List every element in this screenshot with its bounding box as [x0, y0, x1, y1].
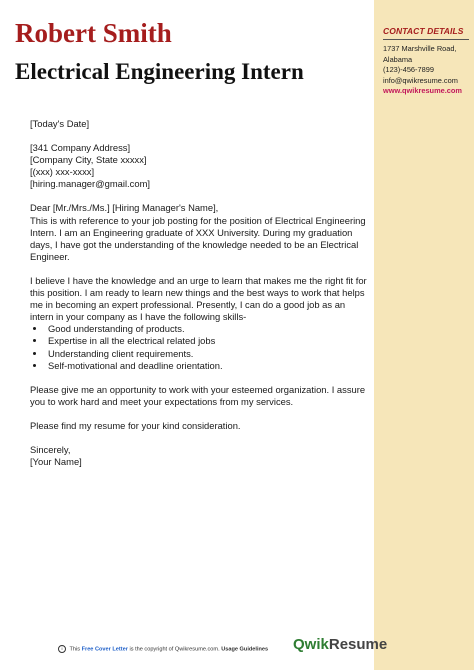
salutation: Dear [Mr./Mrs./Ms.] [Hiring Manager's Name], [30, 202, 219, 214]
contact-website[interactable]: www.qwikresume.com [383, 86, 462, 96]
skill-item: • Understanding client requirements. [46, 348, 370, 360]
contact-details [383, 44, 471, 97]
contact-divider [383, 39, 469, 40]
paragraph-intro: This is with reference to your job posting for the position of Electrical Engineering Intern. I am an Engineering graduate of XXX University. During my graduation days, I have got the understanding of the knowledge needed to be an Electrical Engineer. [30, 214, 366, 262]
info-icon: i [58, 645, 66, 653]
contact-email[interactable]: info@qwikresume.com [383, 75, 458, 85]
letter-body [30, 118, 370, 468]
paragraph-resume: Please find my resume for your kind consideration. [30, 419, 241, 431]
contact-address-line1: 1737 Marshville Road, [383, 44, 457, 53]
letter-date: [Today's Date] [30, 118, 90, 129]
contact-heading: CONTACT DETAILS [383, 26, 464, 36]
contact-sidebar [374, 0, 474, 670]
recipient-address: [341 Company Address] [30, 142, 131, 154]
logo-resume: Resume [328, 636, 388, 653]
free-cover-letter-link[interactable]: Free Cover Letter [81, 646, 128, 653]
footer-prefix: This [69, 646, 81, 653]
skills-list [30, 323, 370, 371]
applicant-name: Robert Smith [15, 18, 172, 48]
usage-guidelines-link[interactable]: Usage Guidelines [221, 646, 269, 653]
contact-phone: (123)-456-7899 [383, 65, 434, 75]
closing: Sincerely, [30, 443, 71, 455]
qwikresume-logo[interactable] [293, 636, 387, 653]
skill-item: • Expertise in all the electrical related jobs [46, 335, 370, 347]
signature: [Your Name] [30, 456, 82, 468]
skill-item: • Good understanding of products. [46, 323, 370, 335]
recipient-email: [hiring.manager@gmail.com] [30, 178, 150, 190]
recipient-phone: [(xxx) xxx-xxxx] [30, 166, 95, 178]
skill-item: • Self-motivational and deadline orientation. [46, 360, 370, 372]
recipient-city: [Company City, State xxxxx] [30, 154, 147, 166]
paragraph-opportunity: Please give me an opportunity to work with your esteemed organization. I assure you to work hard and meet your expectations from my services. [30, 383, 366, 407]
contact-address-line2: Alabama [383, 54, 413, 64]
footer-middle: is the copyright of Qwikresume.com. [129, 646, 220, 653]
logo-qwik: Qwik [293, 636, 329, 653]
job-title: Electrical Engineering Intern [15, 59, 304, 84]
copyright-notice [58, 645, 268, 653]
paragraph-fit: I believe I have the knowledge and an urge to learn that makes me the right fit for this position. I am ready to learn new things and the best ways to work that helps me in becoming an expert professional. Presently, I can do a good job as an intern in your company as I have the following skills- [30, 274, 367, 323]
